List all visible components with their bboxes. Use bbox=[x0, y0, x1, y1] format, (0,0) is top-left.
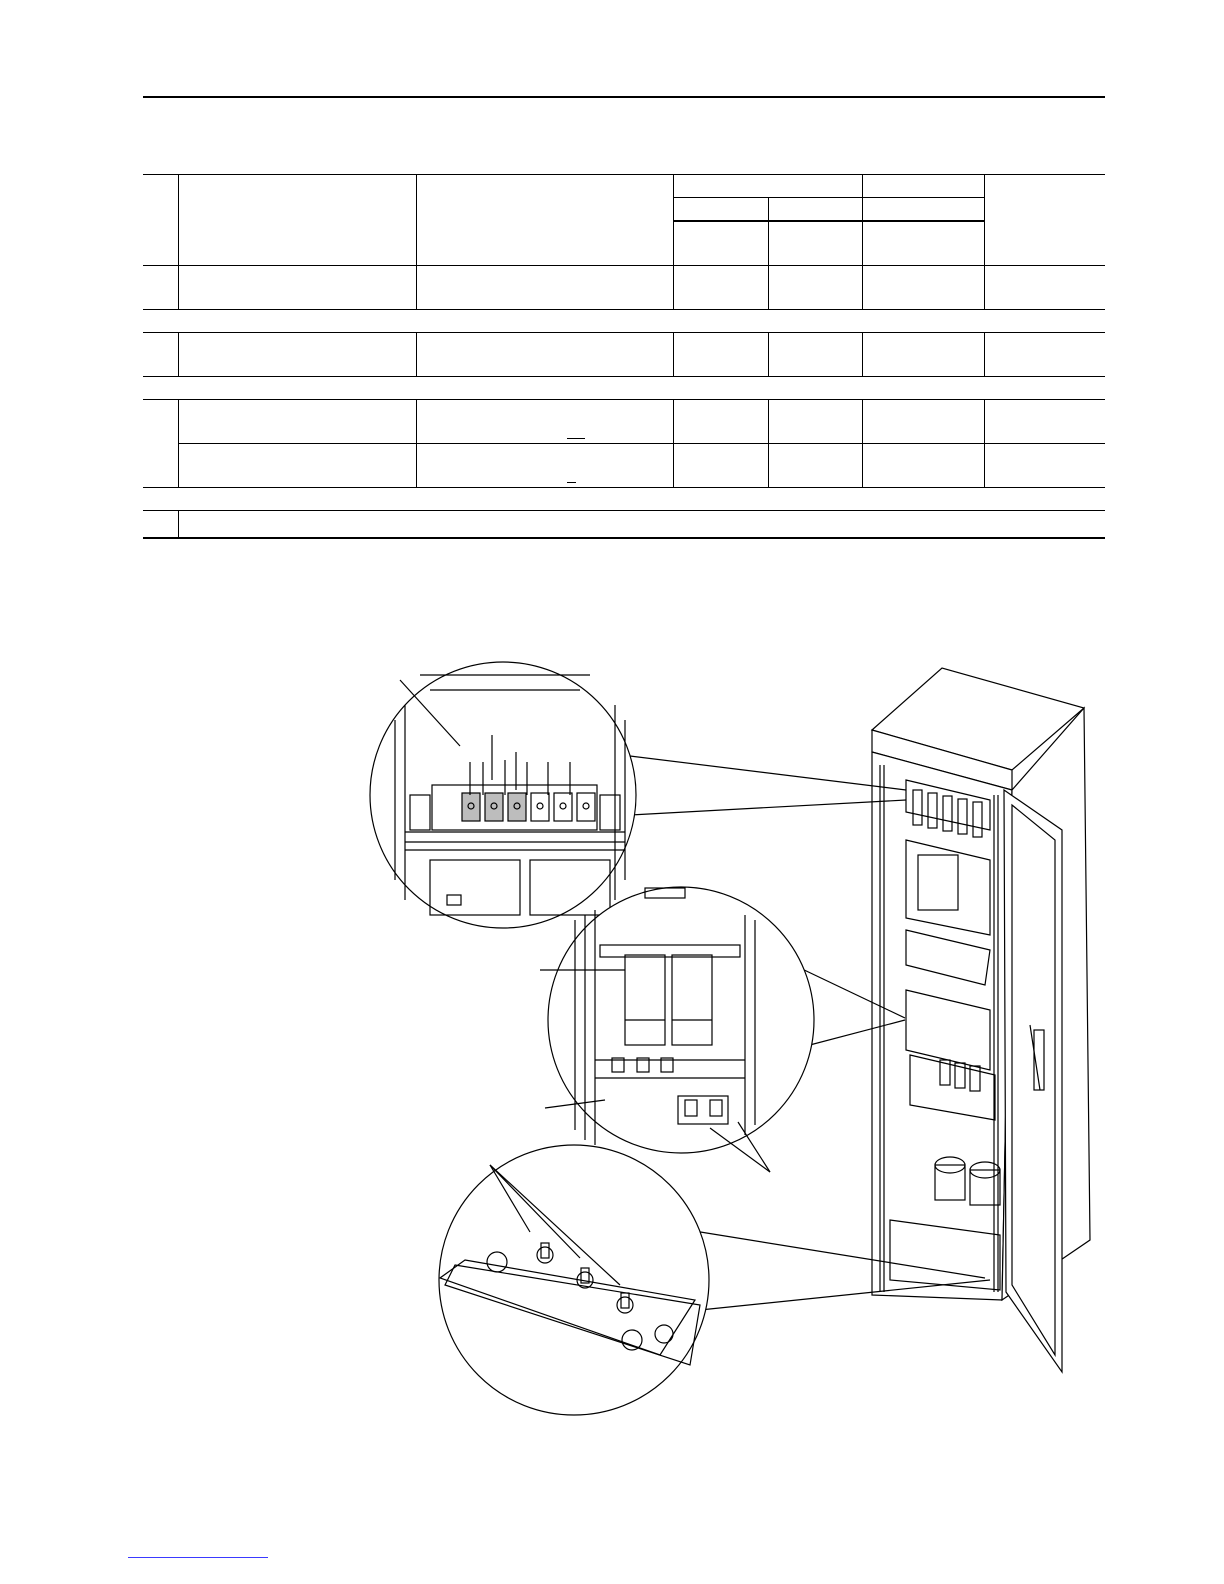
power-module-detail bbox=[540, 887, 814, 1172]
ground-stud-detail bbox=[439, 1145, 709, 1415]
terminal-block-detail bbox=[370, 662, 636, 928]
footer-link-underline[interactable] bbox=[128, 1557, 268, 1558]
